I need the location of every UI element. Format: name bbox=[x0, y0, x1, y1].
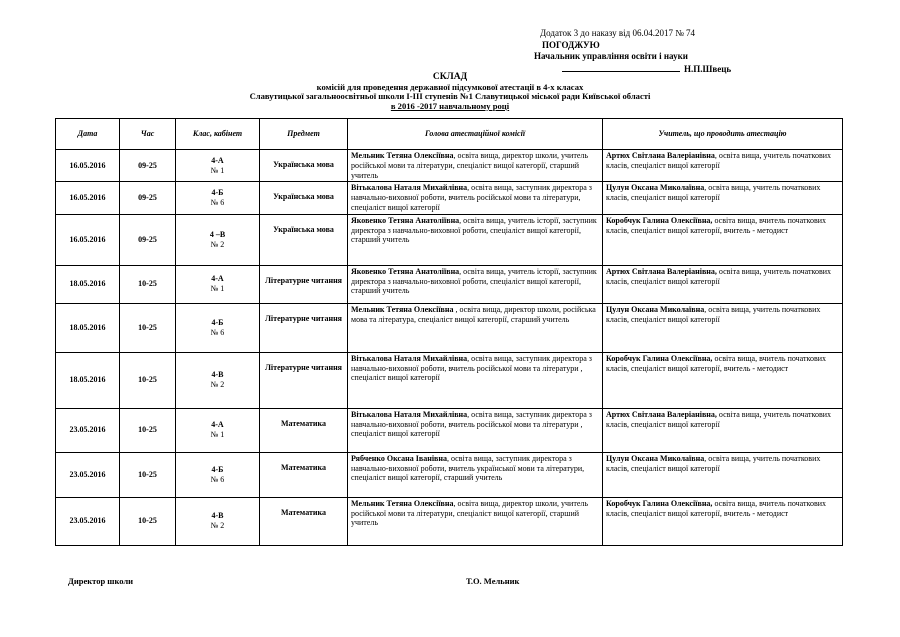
head-name: Яковенко Тетяна Анатоліївна bbox=[351, 215, 460, 225]
appendix-line: Додаток 3 до наказу від 06.04.2017 № 74 bbox=[540, 28, 696, 38]
class-value: 4-В bbox=[211, 511, 224, 521]
cell-teacher bbox=[603, 352, 843, 408]
teacher-name: Цулун Оксана Миколаївна bbox=[606, 304, 705, 314]
time-value: 10-25 bbox=[138, 469, 157, 479]
head-description: , освіта вища, директор школи, російська мова та література, спеціаліст вищої категорії, старший учитель bbox=[351, 304, 596, 324]
date-value: 18.05.2016 bbox=[69, 279, 106, 289]
subject-value: Літературне читання bbox=[264, 275, 343, 285]
time-value: 09-25 bbox=[138, 160, 157, 170]
cell-subject bbox=[260, 150, 348, 182]
head-name: Мельник Тетяна Олексіївна bbox=[351, 151, 454, 160]
header-commission-head: Голова атестаційної комісії bbox=[348, 119, 603, 150]
document-title bbox=[180, 73, 720, 111]
head-name: Яковенко Тетяна Анатоліївна bbox=[351, 266, 460, 276]
cell-subject bbox=[260, 303, 348, 352]
subject-value: Українська мова bbox=[273, 160, 334, 169]
head-name: Вітькалова Наталя Михайлівна bbox=[351, 353, 468, 363]
approve-label: ПОГОДЖУЮ bbox=[542, 39, 600, 50]
cell-commission-head bbox=[348, 497, 603, 545]
cell-subject bbox=[260, 352, 348, 408]
class-value: 4-Б bbox=[211, 464, 224, 474]
cell-commission-head bbox=[348, 265, 603, 303]
teacher-name: Цулун Оксана Миколаївна bbox=[606, 183, 705, 193]
time-value: 10-25 bbox=[138, 375, 157, 385]
head-description: , освіта вища, заступник директора з навчально-виховної роботи, вчитель української мови та літератури, спеціаліст вищої категорії, старший учитель bbox=[351, 453, 585, 483]
cell-date bbox=[56, 452, 120, 497]
teacher-description: освіта вища, вчитель початкових класів, спеціаліст вищої категорії, вчитель - методист bbox=[606, 498, 827, 518]
subject-value: Математика bbox=[280, 462, 327, 472]
room-value: № 1 bbox=[210, 284, 225, 294]
commission-table bbox=[55, 118, 843, 546]
cell-time bbox=[120, 150, 176, 182]
director-name: Т.О. Мельник bbox=[466, 576, 520, 586]
date-value: 16.05.2016 bbox=[69, 193, 106, 203]
subject-value: Літературне читання bbox=[264, 362, 343, 372]
cell-teacher bbox=[603, 214, 843, 265]
cell-time bbox=[120, 452, 176, 497]
cell-subject bbox=[260, 497, 348, 545]
head-description: , освіта вища, заступник директора з навчально-виховної роботи, вчитель російської мови та літератури , спеціаліст вищої категорії bbox=[351, 353, 592, 383]
teacher-description: освіта вища, вчитель початкових класів, спеціаліст вищої категорії, вчитель - методист bbox=[606, 353, 827, 373]
cell-commission-head bbox=[348, 182, 603, 214]
cell-teacher bbox=[603, 150, 843, 182]
title-line-2: комісій для проведення державної підсумкової атестації в 4-х класах bbox=[316, 81, 584, 92]
teacher-description: , освіта вища, учитель початкових класів, спеціаліст вищої категорії bbox=[606, 453, 821, 473]
head-name: Мельник Тетяна Олексіївна bbox=[351, 498, 454, 508]
head-name: Вітькалова Наталя Михайлівна bbox=[351, 409, 468, 419]
table-row bbox=[56, 497, 843, 545]
teacher-name: Цулун Оксана Миколаївна bbox=[606, 453, 705, 463]
cell-date bbox=[56, 408, 120, 452]
approver-position: Начальник управління освіти і науки bbox=[534, 51, 688, 61]
date-value: 16.05.2016 bbox=[69, 234, 106, 244]
cell-teacher bbox=[603, 182, 843, 214]
cell-commission-head bbox=[348, 352, 603, 408]
date-value: 16.05.2016 bbox=[69, 160, 106, 170]
head-name: Вітькалова Наталя Михайлівна bbox=[351, 183, 468, 193]
subject-value: Українська мова bbox=[273, 224, 334, 234]
room-value: № 2 bbox=[210, 521, 225, 531]
class-value: 4-А bbox=[211, 420, 224, 430]
cell-commission-head bbox=[348, 303, 603, 352]
table-header-row bbox=[56, 119, 843, 150]
teacher-name: Коробчук Галина Олексіївна, bbox=[606, 353, 713, 363]
title-main: СКЛАД bbox=[432, 72, 468, 82]
date-value: 18.05.2016 bbox=[69, 375, 106, 385]
cell-date bbox=[56, 265, 120, 303]
cell-class bbox=[176, 265, 260, 303]
approver-name: Н.П.Швець bbox=[684, 63, 732, 74]
cell-commission-head bbox=[348, 408, 603, 452]
teacher-description: , освіта вища, учитель початкових класів, спеціаліст вищої категорії bbox=[606, 183, 821, 203]
table-row bbox=[56, 303, 843, 352]
cell-class bbox=[176, 352, 260, 408]
head-description: , освіта вища, учитель історії, заступник директора з навчально-виховної роботи, спеціаліст вищої категорії, старший учитель bbox=[351, 215, 597, 245]
teacher-name: Коробчук Галина Олексіївна, bbox=[606, 498, 713, 508]
cell-date bbox=[56, 182, 120, 214]
head-description: , освіта вища, директор школи, учитель російської мови та літератури, спеціаліст вищої категорії, старший учитель bbox=[351, 498, 589, 528]
cell-teacher bbox=[603, 497, 843, 545]
class-value: 4-Б bbox=[211, 317, 224, 327]
cell-class bbox=[176, 214, 260, 265]
subject-value: Українська мова bbox=[273, 192, 334, 202]
head-description: , освіта вища, заступник директора з навчально-виховної роботи, вчитель російської мови та літератури , спеціаліст вищої категорії bbox=[351, 409, 592, 439]
table-row bbox=[56, 452, 843, 497]
subject-value: Математика bbox=[280, 418, 327, 428]
teacher-description: освіта вища, учитель початкових класів, спеціаліст вищої категорії bbox=[606, 266, 832, 286]
cell-commission-head bbox=[348, 452, 603, 497]
header-time: Час bbox=[120, 119, 176, 150]
table-row bbox=[56, 214, 843, 265]
title-line-3: Славутицької загальноосвітньої школи І-ІІІ ступенів №1 Славутицької міської ради Київської області bbox=[249, 91, 651, 102]
head-name: Рябченко Оксана Іванівна bbox=[351, 453, 447, 463]
cell-date bbox=[56, 497, 120, 545]
cell-subject bbox=[260, 265, 348, 303]
cell-teacher bbox=[603, 452, 843, 497]
room-value: № 6 bbox=[210, 327, 225, 337]
cell-subject bbox=[260, 452, 348, 497]
head-description: , освіта вища, учитель історії, заступник директора з навчально-виховної роботи, спеціаліст вищої категорії, старший учитель bbox=[351, 266, 597, 296]
time-value: 09-25 bbox=[138, 234, 157, 244]
teacher-name: Артюх Світлана Валеріанівна, bbox=[606, 266, 717, 276]
head-description: , освіта вища, директор школи, учитель російської мови та літератури, спеціаліст вищої категорії, старший учитель bbox=[351, 151, 589, 180]
cell-date bbox=[56, 352, 120, 408]
cell-class bbox=[176, 408, 260, 452]
room-value: № 6 bbox=[210, 474, 225, 484]
teacher-description: , освіта вища, учитель початкових класів, спеціаліст вищої категорії bbox=[606, 304, 821, 324]
cell-teacher bbox=[603, 303, 843, 352]
subject-value: Літературне читання bbox=[264, 313, 343, 323]
cell-class bbox=[176, 497, 260, 545]
cell-commission-head bbox=[348, 150, 603, 182]
table-row bbox=[56, 150, 843, 182]
header-teacher: Учитель, що проводить атестацію bbox=[603, 119, 843, 150]
header-date: Дата bbox=[56, 119, 120, 150]
director-label: Директор школи bbox=[68, 576, 134, 586]
cell-teacher bbox=[603, 408, 843, 452]
subject-value: Математика bbox=[280, 507, 327, 517]
cell-subject bbox=[260, 214, 348, 265]
date-value: 18.05.2016 bbox=[69, 322, 106, 332]
class-value: 4-Б bbox=[211, 188, 224, 198]
cell-subject bbox=[260, 182, 348, 214]
teacher-description: освіта вища, учитель початкових класів, спеціаліст вищої категорії bbox=[606, 409, 832, 429]
date-value: 23.05.2016 bbox=[69, 469, 106, 479]
cell-date bbox=[56, 214, 120, 265]
class-value: 4-В bbox=[211, 370, 224, 380]
date-value: 23.05.2016 bbox=[69, 516, 106, 526]
cell-time bbox=[120, 182, 176, 214]
cell-time bbox=[120, 214, 176, 265]
time-value: 10-25 bbox=[138, 279, 157, 289]
room-value: № 2 bbox=[210, 380, 225, 390]
title-line-4: в 2016 -2017 навчальному році bbox=[390, 100, 510, 111]
room-value: № 1 bbox=[210, 165, 225, 175]
teacher-name: Артюх Світлана Валеріанівна, bbox=[606, 409, 717, 419]
cell-teacher bbox=[603, 265, 843, 303]
teacher-description: освіта вища, вчитель початкових класів, спеціаліст вищої категорії, вчитель - методист bbox=[606, 215, 827, 235]
cell-time bbox=[120, 497, 176, 545]
cell-date bbox=[56, 303, 120, 352]
header-subject: Предмет bbox=[260, 119, 348, 150]
table-row bbox=[56, 265, 843, 303]
cell-time bbox=[120, 408, 176, 452]
cell-class bbox=[176, 182, 260, 214]
table-row bbox=[56, 408, 843, 452]
class-value: 4 –В bbox=[209, 229, 226, 239]
cell-subject bbox=[260, 408, 348, 452]
signature-underline bbox=[562, 63, 680, 72]
teacher-name: Коробчук Галина Олексіївна, bbox=[606, 215, 713, 225]
cell-time bbox=[120, 303, 176, 352]
time-value: 09-25 bbox=[138, 193, 157, 203]
cell-class bbox=[176, 452, 260, 497]
room-value: № 2 bbox=[210, 239, 225, 249]
cell-commission-head bbox=[348, 214, 603, 265]
cell-class bbox=[176, 150, 260, 182]
head-name: Мельник Тетяна Олексіївна bbox=[351, 304, 456, 314]
date-value: 23.05.2016 bbox=[69, 425, 106, 435]
table-row bbox=[56, 352, 843, 408]
class-value: 4-А bbox=[211, 274, 224, 284]
cell-time bbox=[120, 265, 176, 303]
class-value: 4-А bbox=[211, 155, 224, 165]
cell-class bbox=[176, 303, 260, 352]
header-class: Клас, кабінет bbox=[176, 119, 260, 150]
time-value: 10-25 bbox=[138, 425, 157, 435]
cell-time bbox=[120, 352, 176, 408]
teacher-description: , освіта вища, учитель початкових класів, спеціаліст вищої категорії bbox=[606, 151, 832, 170]
table-row bbox=[56, 182, 843, 214]
time-value: 10-25 bbox=[138, 516, 157, 526]
approval-block bbox=[532, 28, 872, 75]
room-value: № 1 bbox=[210, 430, 225, 440]
teacher-name: Артюх Світлана Валеріанівна bbox=[606, 151, 715, 160]
cell-date bbox=[56, 150, 120, 182]
head-description: , освіта вища, заступник директора з навчально-виховної роботи, вчитель російської мови та літератури, спеціаліст вищої категорії bbox=[351, 183, 592, 212]
time-value: 10-25 bbox=[138, 322, 157, 332]
room-value: № 6 bbox=[210, 198, 225, 208]
